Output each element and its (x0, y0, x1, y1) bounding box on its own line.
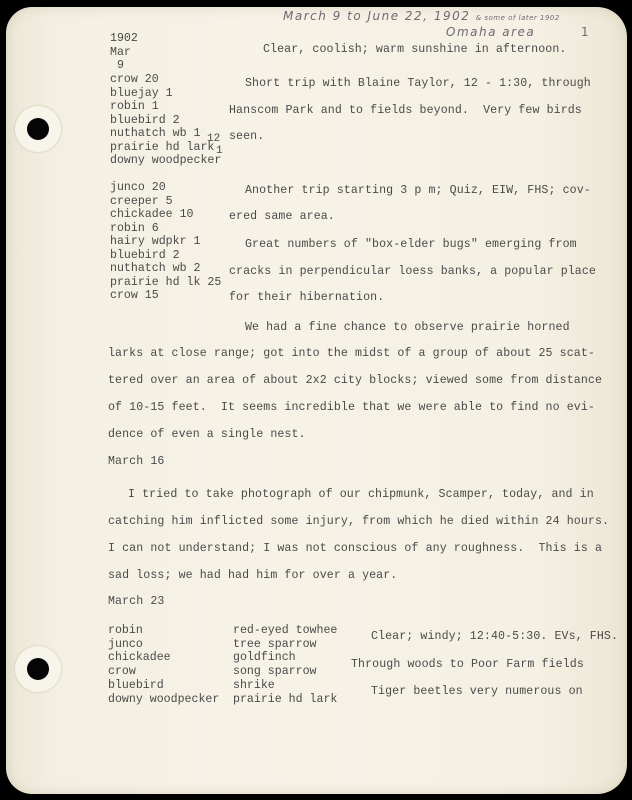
mar16-line: I can not understand; I was not conscious of any roughness. This is a (108, 542, 603, 555)
bugs-line: cracks in perpendicular loess banks, a popular place (229, 265, 596, 278)
larks-line: larks at close range; got into the midst of a group of about 25 scat- (108, 347, 595, 360)
larks-line: tered over an area of about 2x2 city blocks; viewed some from distance (108, 374, 603, 387)
list-item: junco (108, 637, 143, 651)
weather-note: Clear, coolish; warm sunshine in afternoon. (263, 43, 567, 56)
larks-line: of 10-15 feet. It seems incredible that we were able to find no evi- (108, 401, 595, 414)
list-item: bluebird (108, 678, 164, 692)
list-item: chickadee (108, 651, 171, 665)
year: 1902 (110, 32, 138, 45)
mar16-line: I tried to take photograph of our chipmunk, Scamper, today, and in (128, 488, 594, 501)
trip1-line: Short trip with Blaine Taylor, 12 - 1:30, through (245, 77, 591, 90)
title-text: March 9 to June 22, 1902 (283, 9, 471, 23)
mar23-note: Clear; windy; 12:40-5:30. EVs, FHS. (371, 630, 619, 643)
list-item: robin (108, 624, 143, 637)
binder-hole-top (15, 106, 61, 152)
list-item: nuthatch wb 1 (110, 127, 201, 140)
date-heading: March 16 (108, 455, 165, 468)
list-item: crow 15 (110, 289, 159, 302)
trip2-line: ered same area. (229, 210, 335, 223)
list-item: bluebird 2 (110, 113, 180, 127)
larks-line: We had a fine chance to observe prairie horned (245, 321, 570, 334)
trip1-line: seen. (229, 130, 265, 143)
handwritten-area: Omaha area (446, 25, 536, 39)
date-block (110, 32, 138, 73)
list-item: bluebird 2 (110, 248, 180, 262)
list-item: hairy wdpkr 1 (110, 235, 201, 248)
list-item: downy woodpecker (110, 154, 222, 167)
count-annotation-12: 12 (207, 133, 221, 145)
mar16-line: catching him inflicted some injury, from which he died within 24 hours. (108, 515, 610, 528)
date-heading: March 23 (108, 595, 165, 608)
list-item: tree sparrow (233, 637, 317, 651)
trip1-line: Hanscom Park and to fields beyond. Very few birds (229, 104, 582, 117)
list-item: robin 1 (110, 100, 159, 113)
list-item: prairie hd lark (233, 692, 338, 706)
title-note: & some of later 1902 (475, 14, 560, 22)
bird-list-trip2 (110, 181, 221, 303)
hole-icon (27, 658, 49, 680)
bird-list-col2 (233, 624, 337, 706)
trip2-line: Another trip starting 3 p m; Quiz, EIW, FHS; cov- (245, 184, 591, 197)
hole-icon (27, 118, 49, 140)
list-item: crow (108, 665, 136, 679)
list-item: prairie hd lark (110, 140, 215, 154)
bugs-line: for their hibernation. (229, 291, 385, 304)
page-number: 1 (581, 25, 591, 39)
day: 9 (117, 59, 124, 72)
list-item: robin 6 (110, 221, 159, 235)
month: Mar (110, 45, 131, 59)
list-item: bluejay 1 (110, 86, 173, 100)
bird-list-trip1 (110, 73, 221, 168)
list-item: prairie hd lk 25 (110, 275, 222, 289)
count-annotation-1: 1 (216, 145, 223, 157)
list-item: chickadee 10 (110, 208, 194, 221)
bird-list-col1 (108, 624, 219, 706)
list-item: downy woodpecker (108, 692, 220, 706)
larks-line: dence of even a single nest. (108, 428, 306, 441)
list-item: crow 20 (110, 73, 159, 86)
mar23-note: Through woods to Poor Farm fields (351, 658, 584, 671)
list-item: creeper 5 (110, 194, 173, 208)
bugs-line: Great numbers of "box-elder bugs" emerging from (245, 238, 577, 251)
mar16-line: sad loss; we had had him for over a year. (108, 569, 398, 582)
handwritten-title (283, 9, 560, 23)
binder-hole-bottom (15, 646, 61, 692)
list-item: nuthatch wb 2 (110, 262, 201, 275)
mar23-note: Tiger beetles very numerous on (371, 685, 583, 698)
list-item: goldfinch (233, 651, 296, 665)
list-item: song sparrow (233, 665, 317, 679)
list-item: red-eyed towhee (233, 624, 338, 637)
list-item: junco 20 (110, 181, 166, 194)
list-item: shrike (233, 678, 275, 692)
